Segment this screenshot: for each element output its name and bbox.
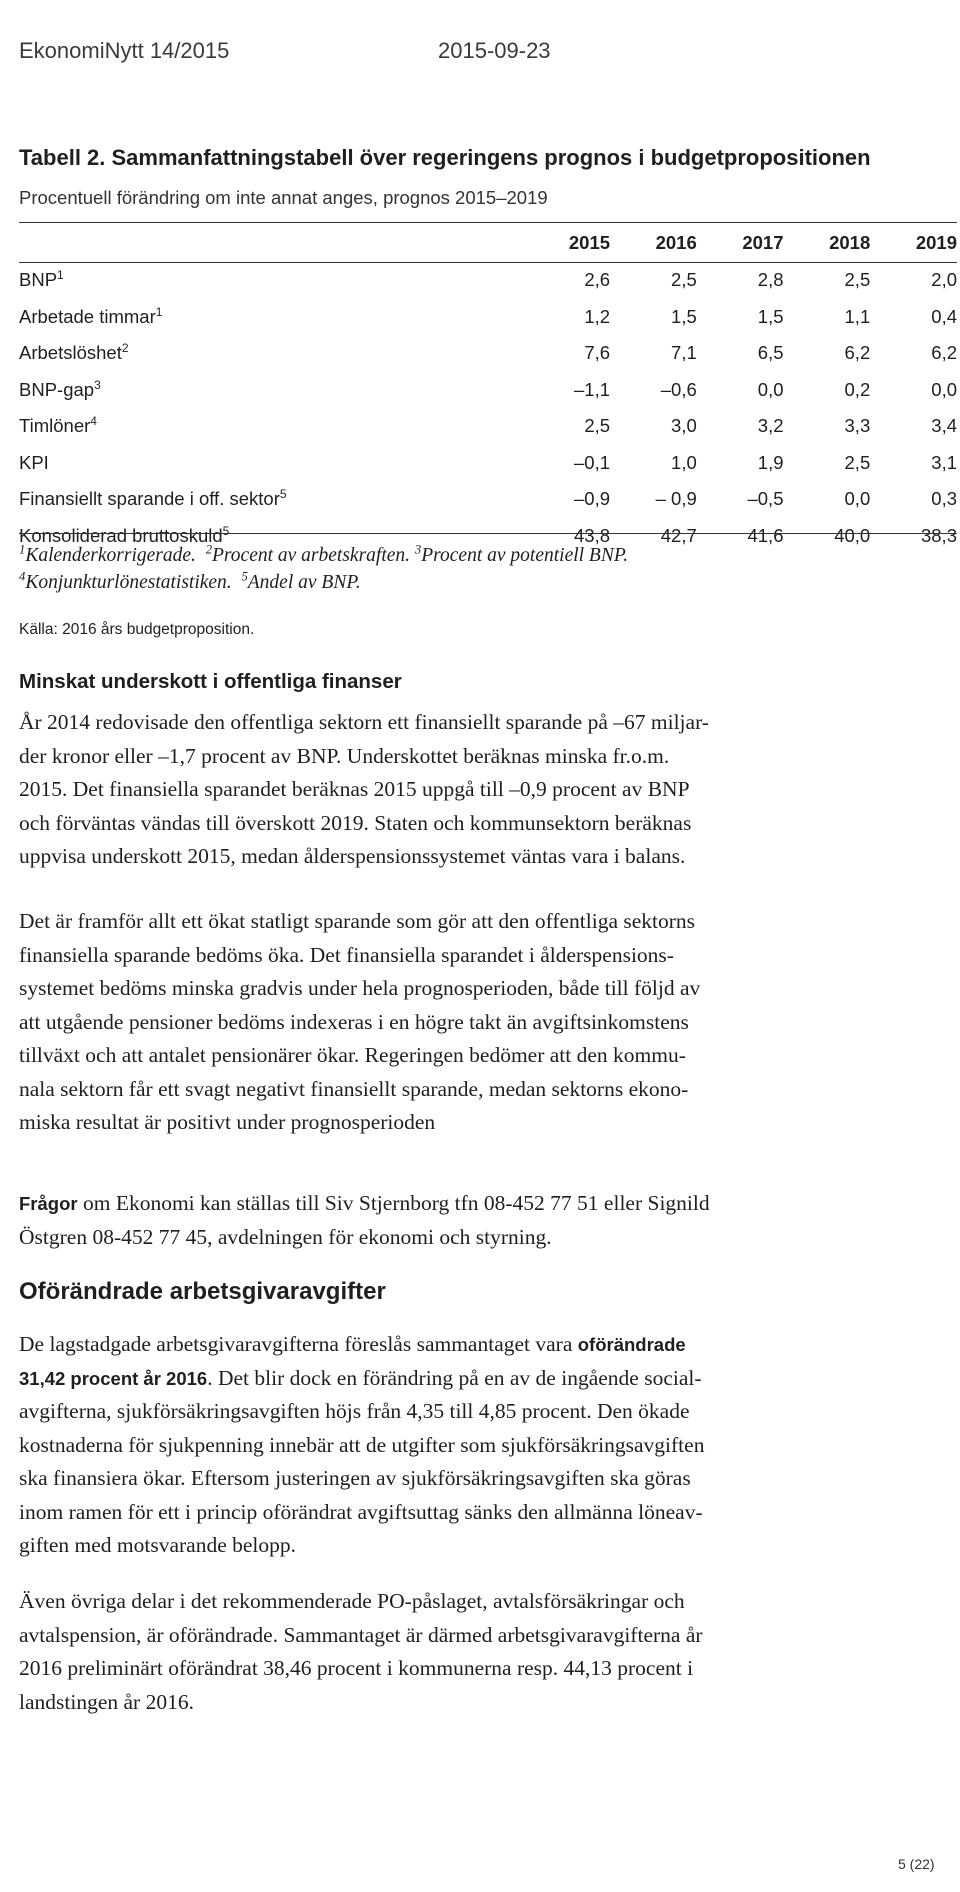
table-row bbox=[19, 408, 957, 445]
table-cell: 0,4 bbox=[931, 305, 957, 327]
text-line: inom ramen för ett i princip oförändrat avgiftsuttag sänks den allmänna löneav- bbox=[19, 1499, 703, 1524]
table-cell: –1,1 bbox=[574, 378, 611, 400]
table-cell: 2,5 bbox=[671, 269, 697, 291]
table-cell: 2,5 bbox=[844, 451, 871, 473]
paragraph bbox=[19, 1328, 939, 1563]
text-line: der kronor eller –1,7 procent av BNP. Underskottet beräknas minska fr.o.m. bbox=[19, 743, 670, 768]
text-line: avgifterna, sjukförsäkringsavgiften höjs från 4,35 till 4,85 procent. Den ökade bbox=[19, 1399, 690, 1423]
table-cell: 0,3 bbox=[931, 488, 957, 510]
table-cell: 6,5 bbox=[757, 342, 784, 364]
table-cell: 41,6 bbox=[747, 524, 784, 546]
text-line: ska finansiera ökar. Eftersom justeringen av sjukförsäkringsavgiften ska göras bbox=[19, 1466, 691, 1490]
table-cell: 6,2 bbox=[844, 342, 871, 364]
table-cell: 1,1 bbox=[844, 305, 871, 327]
table-cell: 2,5 bbox=[584, 415, 611, 437]
table-top-rule bbox=[19, 222, 957, 223]
text-line: Även övriga delar i det rekommenderade PO-påslaget, avtalsförsäkringar och bbox=[19, 1589, 685, 1613]
text-line: 31,42 procent år 2016. Det blir dock en förändring på en av de ingående social- bbox=[19, 1365, 702, 1390]
footnote-line: $^1$Kalenderkorrigerade. $^2$Procent av arbetskraften. $^3$Procent av potentiell BNP. bbox=[19, 542, 629, 566]
text-line: nala sektorn får ett svagt negativt finansiellt sparande, medan sektorns ekono- bbox=[19, 1076, 689, 1101]
text-line: 2016 preliminärt oförändrat 38,46 procent i kommunerna resp. 44,13 procent i bbox=[19, 1656, 694, 1680]
text-line: tillväxt och att antalet pensionärer ökar. Regeringen bedömer att den kommu- bbox=[19, 1043, 686, 1067]
table-bottom-rule bbox=[19, 533, 957, 534]
footnote-ref: 1 bbox=[155, 304, 163, 319]
text-line: finansiella sparande bedöms öka. Det finansiella sparandet i ålderspensions- bbox=[19, 942, 674, 967]
row-label: Arbetslöshet$^2$ bbox=[19, 341, 129, 364]
row-label: Konsoliderad bruttoskuld$^5$ bbox=[19, 523, 230, 546]
text-line: Det är framför allt ett ökat statligt sparande som gör att den offentliga sektorns bbox=[19, 909, 696, 933]
table-cell: 1,5 bbox=[757, 305, 784, 327]
paragraph bbox=[19, 1585, 939, 1719]
text-line: miska resultat är positivt under prognosperioden bbox=[19, 1110, 436, 1134]
table-cell: 7,6 bbox=[584, 342, 611, 364]
text-line: systemet bedöms minska gradvis under hela prognosperioden, både till följd av bbox=[19, 976, 701, 1000]
text-line: År 2014 redovisade den offentliga sektorn ett finansiellt sparande på –67 miljar- bbox=[19, 710, 709, 734]
table-cell: 43,8 bbox=[574, 524, 611, 546]
table-cell: 6,2 bbox=[931, 342, 957, 364]
table-cell: 0,0 bbox=[931, 378, 957, 400]
table-row bbox=[19, 299, 957, 336]
paragraph bbox=[19, 706, 939, 874]
table-cell: 3,4 bbox=[931, 415, 957, 437]
footnote-ref: 1 bbox=[57, 268, 64, 283]
table-row bbox=[19, 445, 957, 482]
text-line: 2015. Det finansiella sparandet beräknas 2015 uppgå till –0,9 procent av BNP bbox=[19, 777, 690, 801]
table-cell: 40,0 bbox=[834, 524, 871, 546]
text-line: att utgående pensioner bedöms indexeras i en högre takt än avgiftsinkomstens bbox=[19, 1009, 689, 1034]
year-header: 2018 bbox=[829, 232, 871, 253]
table-cell: 1,5 bbox=[671, 305, 697, 327]
publication-title: EkonomiNytt 14/2015 bbox=[19, 38, 230, 63]
table-title: Tabell 2. Sammanfattningstabell över regeringens prognos i budgetpropositionen bbox=[19, 145, 871, 170]
row-label: Timlöner$^4$ bbox=[19, 414, 97, 437]
table-cell: 3,1 bbox=[931, 451, 957, 473]
table-cell: 1,2 bbox=[584, 305, 611, 327]
table-subtitle: Procentuell förändring om inte annat anges, prognos 2015–2019 bbox=[19, 187, 548, 208]
table-cell: –0,6 bbox=[660, 378, 697, 400]
table-header-row bbox=[19, 224, 957, 262]
table-cell: 3,3 bbox=[844, 415, 871, 437]
table-header-label bbox=[19, 224, 523, 262]
text-line: uppvisa underskott 2015, medan ålderspensionssystemet väntas vara i balans. bbox=[19, 844, 686, 868]
row-label: Arbetade timmar$^1$ bbox=[19, 304, 163, 327]
footnote-ref: 5 bbox=[222, 523, 230, 538]
table-cell: 1,9 bbox=[757, 451, 784, 473]
row-label: BNP$^1$ bbox=[19, 268, 64, 291]
table-source: Källa: 2016 års budgetproposition. bbox=[19, 621, 255, 638]
paragraph bbox=[19, 905, 939, 1140]
table-row bbox=[19, 262, 957, 299]
year-header: 2019 bbox=[915, 232, 957, 253]
footnote-4: Konjunkturlönestatistiken. bbox=[25, 572, 232, 593]
table-cell: 42,7 bbox=[660, 524, 697, 546]
row-label: KPI bbox=[19, 451, 49, 473]
row-label: Finansiellt sparande i off. sektor$^5$ bbox=[19, 487, 287, 510]
footnote-ref: 4 bbox=[90, 414, 97, 429]
questions-label: Frågor bbox=[19, 1193, 78, 1214]
footnote-5: Andel av BNP. bbox=[247, 572, 361, 593]
table-cell: 2,5 bbox=[844, 269, 871, 291]
table-cell: 7,1 bbox=[671, 342, 697, 364]
table-cell: 2,8 bbox=[757, 269, 784, 291]
table-cell: –0,5 bbox=[747, 488, 784, 510]
year-header: 2017 bbox=[742, 232, 784, 253]
footnote-1: Kalenderkorrigerade. bbox=[25, 545, 196, 566]
table-cell: 0,0 bbox=[844, 488, 871, 510]
year-header: 2016 bbox=[655, 232, 697, 253]
table-cell: 0,0 bbox=[757, 378, 784, 400]
emphasis: 31,42 procent år 2016 bbox=[19, 1367, 208, 1389]
table-cell: 2,0 bbox=[931, 269, 957, 291]
table-cell: 3,2 bbox=[757, 415, 784, 437]
table-header-rule bbox=[19, 262, 957, 263]
footnote-3: Procent av potentiell BNP. bbox=[421, 545, 629, 566]
page-header bbox=[19, 38, 939, 70]
table-cell: 38,3 bbox=[920, 524, 957, 546]
table-cell: – 0,9 bbox=[655, 488, 697, 510]
table-row bbox=[19, 372, 957, 409]
footnote-2: Procent av arbetskraften. bbox=[212, 545, 411, 566]
table-row bbox=[19, 335, 957, 372]
table-row bbox=[19, 481, 957, 518]
table-cell: –0,1 bbox=[574, 451, 611, 473]
row-label: BNP-gap$^3$ bbox=[19, 377, 101, 400]
text-line: giften med motsvarande belopp. bbox=[19, 1533, 297, 1557]
text-line: landstingen år 2016. bbox=[19, 1689, 194, 1714]
text-line: Östgren 08-452 77 45, avdelningen för ekonomi och styrning. bbox=[19, 1224, 552, 1249]
text-line: Frågor om Ekonomi kan ställas till Siv Stjernborg tfn 08-452 77 51 eller Signild bbox=[19, 1191, 710, 1215]
page-number: 5 (22) bbox=[898, 1856, 935, 1872]
table-cell: 0,2 bbox=[844, 378, 871, 400]
emphasis: oförändrade bbox=[577, 1334, 686, 1355]
text-line: De lagstadgade arbetsgivaravgifterna föreslås sammantaget vara oförändrade bbox=[19, 1332, 686, 1356]
table-cell: 2,6 bbox=[584, 269, 611, 291]
contact-paragraph bbox=[19, 1187, 939, 1254]
section-heading-fees: Oförändrade arbetsgivaravgifter bbox=[19, 1278, 386, 1305]
footnote-line: $^4$Konjunkturlönestatistiken. $^5$Andel av BNP. bbox=[19, 569, 361, 593]
forecast-table bbox=[19, 224, 957, 554]
year-header: 2015 bbox=[568, 232, 611, 253]
table-cell: 1,0 bbox=[671, 451, 697, 473]
section-heading-deficit: Minskat underskott i offentliga finanser bbox=[19, 670, 402, 693]
publication-date: 2015-09-23 bbox=[438, 38, 551, 63]
footnote-ref: 3 bbox=[94, 377, 101, 392]
text-line: avtalspension, är oförändrade. Sammantaget är därmed arbetsgivaravgifterna år bbox=[19, 1622, 703, 1647]
table-footnotes bbox=[19, 542, 628, 596]
footnote-ref: 2 bbox=[121, 341, 129, 356]
table-cell: 3,0 bbox=[671, 415, 697, 437]
text-line: och förväntas vändas till överskott 2019. Staten och kommunsektorn beräknas bbox=[19, 810, 692, 835]
table-cell: –0,9 bbox=[574, 488, 611, 510]
text-line: kostnaderna för sjukpenning innebär att de utgifter som sjukförsäkringsavgiften bbox=[19, 1432, 705, 1457]
footnote-ref: 5 bbox=[279, 487, 287, 502]
